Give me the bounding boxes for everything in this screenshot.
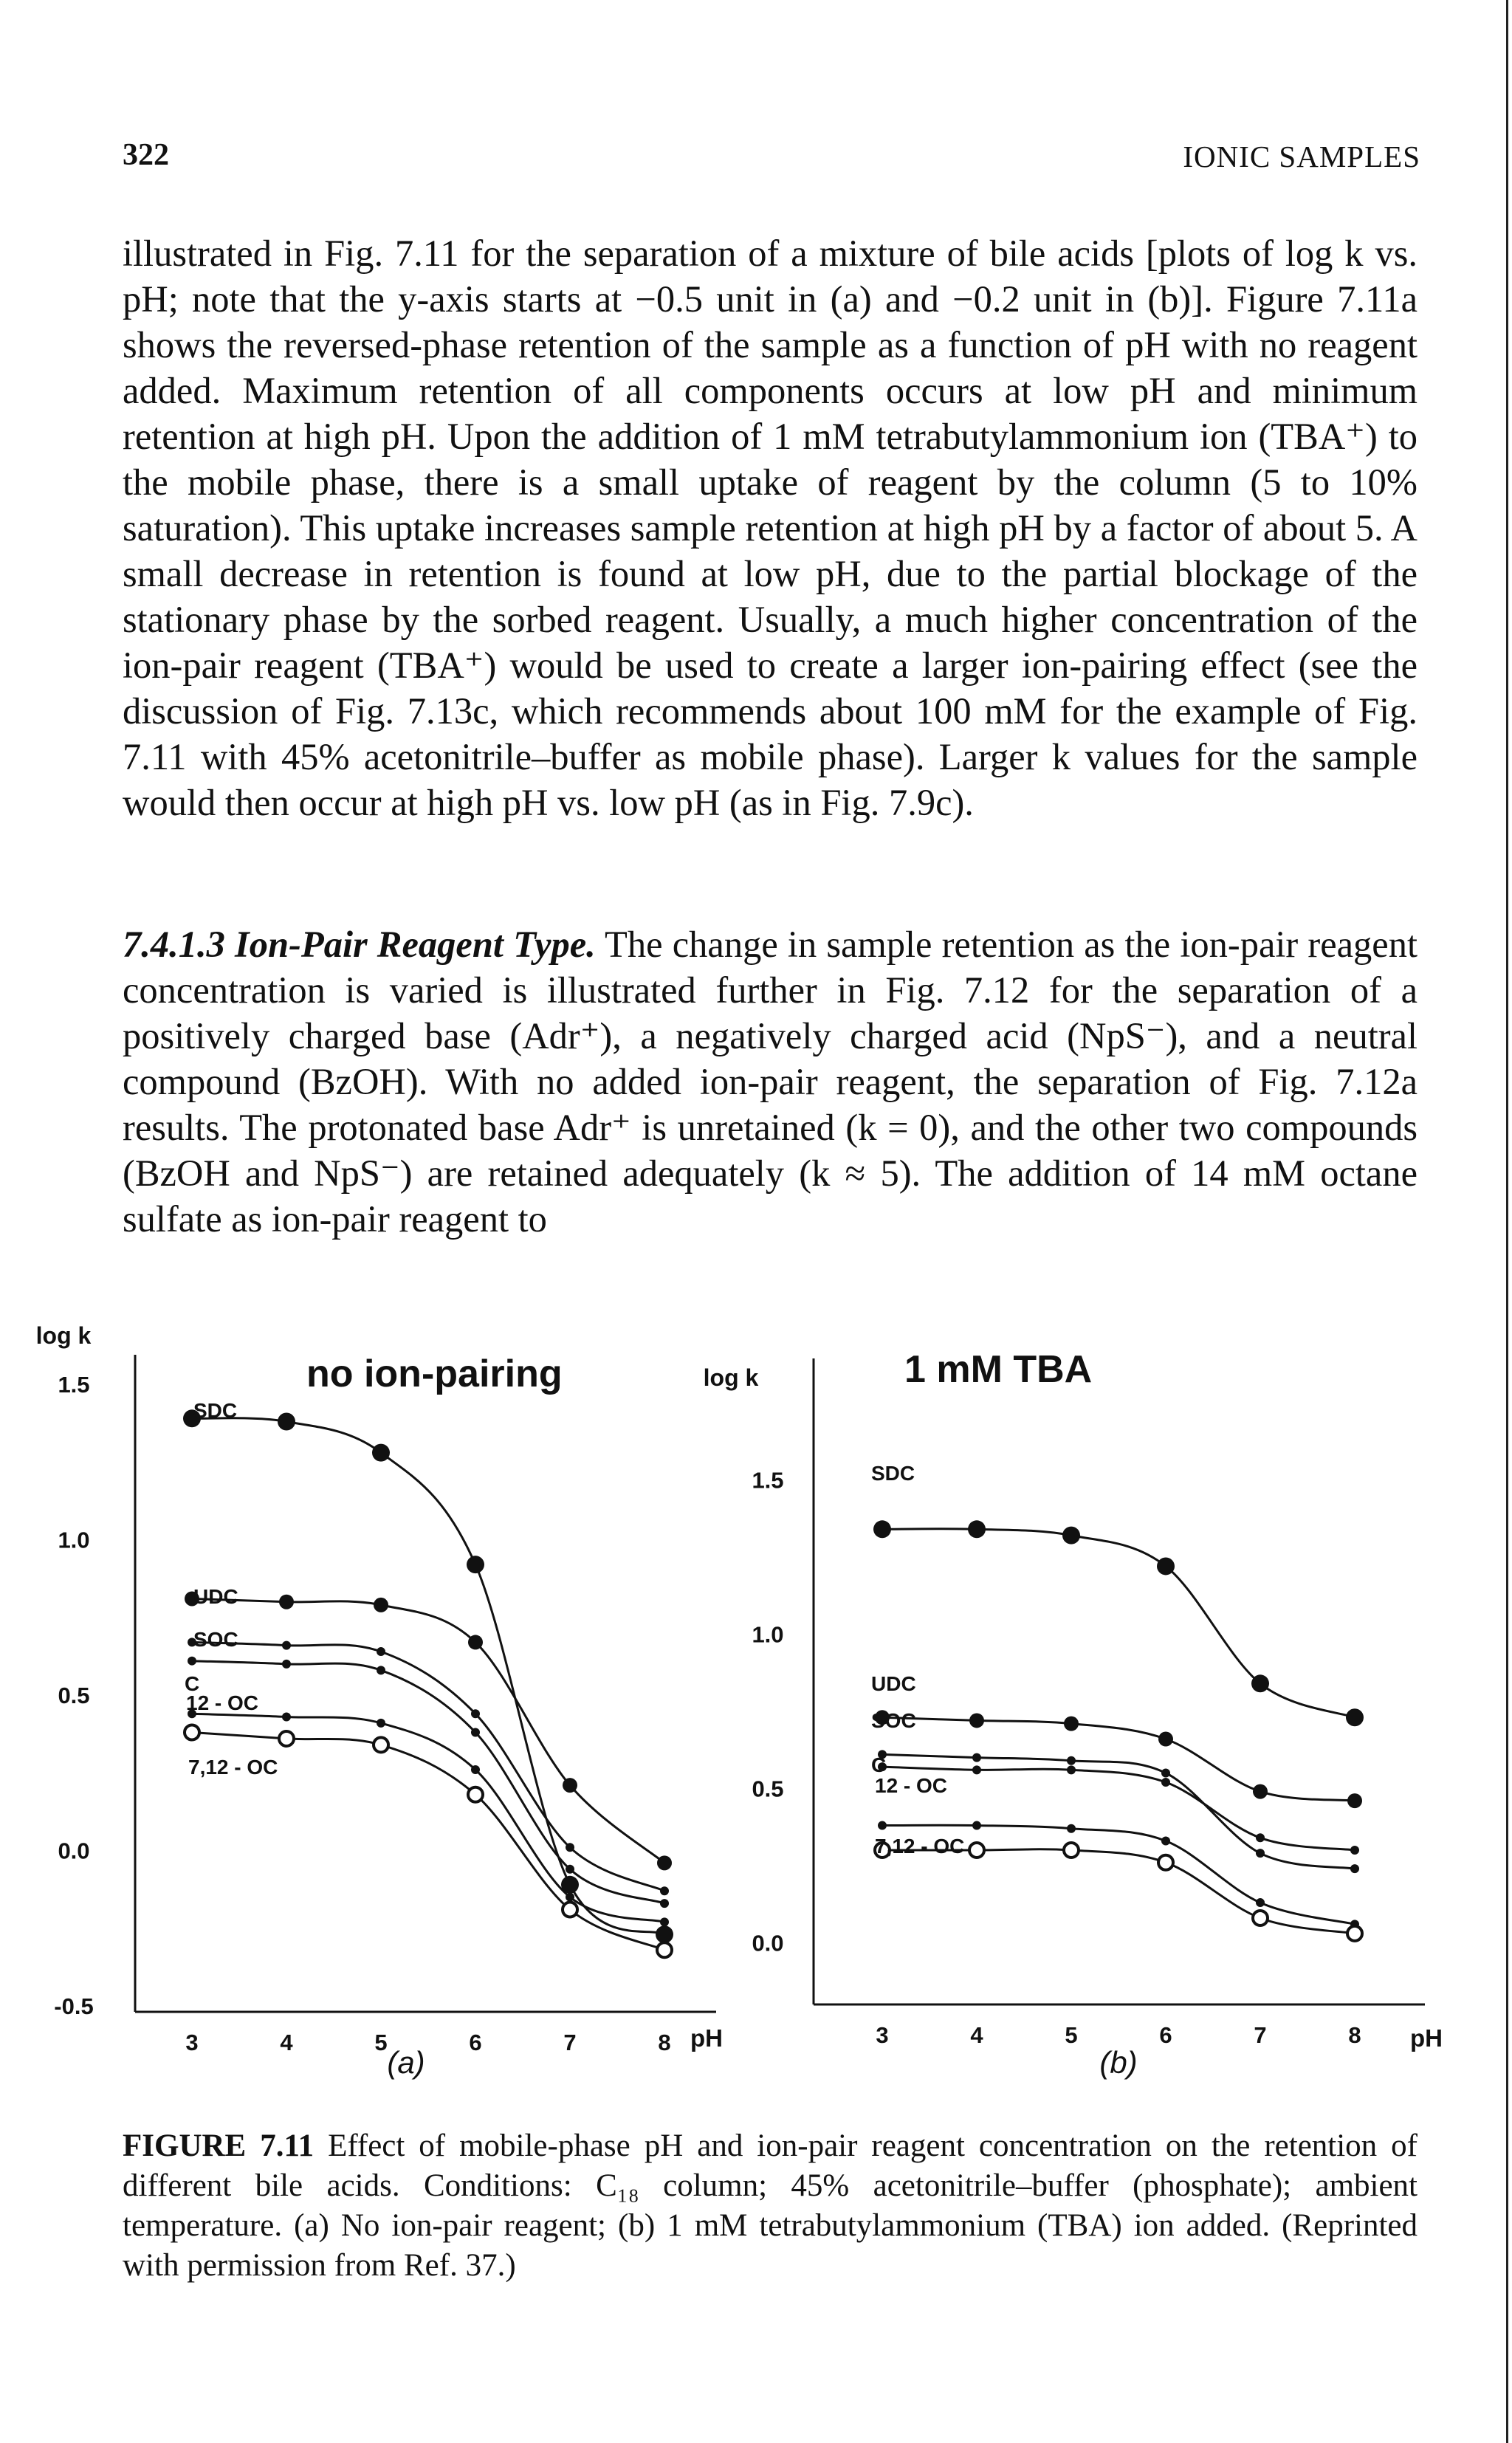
panel-b-x-axis-label: pH — [1410, 2024, 1443, 2052]
panel-a-series-label: 12 - OC — [186, 1691, 259, 1714]
panel-a-data-point — [660, 1886, 669, 1895]
panel-b-series-label: 7,12 - OC — [875, 1835, 965, 1858]
panel-a-data-point — [374, 1598, 388, 1612]
panel-a-y-tick-label: 1.5 — [58, 1372, 90, 1398]
panel-b-data-point — [972, 1753, 981, 1762]
panel-a-y-tick-label: 1.0 — [58, 1527, 90, 1553]
panel-b-series-line-sdc — [882, 1529, 1355, 1718]
panel-a-data-point — [188, 1657, 196, 1666]
panel-b-data-point — [873, 1520, 891, 1538]
panel-b-data-point — [1067, 1824, 1076, 1833]
panel-b-y-tick-label: 0.5 — [752, 1776, 784, 1802]
panel-b-series-line-udc — [882, 1717, 1355, 1801]
panel-b-data-point — [1161, 1836, 1170, 1845]
panel-a-data-point — [282, 1641, 291, 1650]
running-head: IONIC SAMPLES — [1183, 140, 1420, 173]
panel-a-data-point — [372, 1444, 390, 1462]
panel-a-x-tick-label: 7 — [563, 2030, 577, 2055]
panel-a-x-axis-label: pH — [690, 2024, 723, 2052]
panel-a-data-point — [566, 1865, 574, 1874]
panel-a-series-line-12-oc — [192, 1714, 664, 1922]
panel-a-data-point — [563, 1902, 577, 1917]
panel-a-data-point — [471, 1728, 480, 1737]
section-text: The change in sample retention as the ion-pair reagent concentration is varied is illustrated further in Fig. 7.12 for the separation of a positively charged base (Adr⁺), a negatively charged acid (NpS⁻), and a neutral compound (BzOH). With no added ion-pair reagent, the separation of Fig. 7.12a results. The protonated base Adr⁺ is unretained (k = 0), and the other two compounds (BzOH and NpS⁻) are retained adequately (k ≈ 5). The addition of 14 mM octane sulfate as ion-pair reagent to — [123, 924, 1418, 1240]
body-paragraph-2 — [123, 921, 1418, 1242]
panel-b-x-tick-label: 5 — [1065, 2022, 1078, 2048]
panel-a-title: no ion-pairing — [306, 1353, 563, 1395]
panel-a-data-point — [279, 1595, 294, 1609]
panel-b-data-point — [972, 1821, 981, 1830]
panel-a-data-point — [374, 1737, 388, 1752]
panel-a-data-point — [468, 1787, 483, 1802]
panel-b-series-label: C — [871, 1753, 887, 1776]
panel-a-data-point — [278, 1413, 295, 1431]
panel-a-series-label: C — [185, 1672, 200, 1695]
panel-b-data-point — [1347, 1926, 1362, 1941]
panel-b-data-point — [1346, 1708, 1364, 1726]
panel-b-y-tick-label: 1.0 — [752, 1621, 784, 1648]
panel-b-data-point — [1064, 1843, 1079, 1858]
panel-b-y-axis-label: log k — [703, 1364, 759, 1391]
panel-a-x-tick-label: 8 — [658, 2030, 671, 2055]
panel-b-series-label: SDC — [871, 1462, 915, 1485]
panel-a-data-point — [279, 1731, 294, 1746]
panel-a-data-point — [660, 1899, 669, 1908]
panel-a-data-point — [657, 1855, 672, 1870]
panel-b-data-point — [1158, 1855, 1173, 1870]
panel-b-data-point — [1157, 1557, 1175, 1575]
body-paragraph-1: illustrated in Fig. 7.11 for the separation of a mixture of bile acids [plots of log k vs. pH; note that the y-axis starts at −0.5 unit in (a) and −0.2 unit in (b)]. Figure 7.11a shows the reversed-phase retention of the sample as a function of pH with no reagent added. Maximum retention of all components occurs at low pH and minimum retention at high pH. Upon the addition of 1 mM tetrabutylammonium ion (TBA⁺) to the mobile phase, there is a small uptake of reagent by the column (5 to 10% saturation). This uptake increases sample retention at high pH by a factor of about 5. A small decrease in retention is found at low pH, due to the partial blockage of the stationary phase by the sorbed reagent. Usually, a much higher concentration of the ion-pair reagent (TBA⁺) would be used to create a larger ion-pairing effect (see the discussion of Fig. 7.13c, which recommends about 100 mM for the example of Fig. 7.11 with 45% acetonitrile–buffer as mobile phase). Larger k values for the sample would then occur at high pH vs. low pH (as in Fig. 7.9c). — [123, 233, 1418, 823]
figure-7-11 — [0, 1299, 1512, 2097]
panel-a-data-point — [471, 1709, 480, 1718]
panel-a-data-point — [282, 1712, 291, 1721]
panel-b-data-point — [1161, 1778, 1170, 1787]
panel-a-x-tick-label: 4 — [280, 2030, 293, 2055]
panel-b-data-point — [1067, 1765, 1076, 1774]
panel-b-data-point — [1253, 1784, 1268, 1799]
panel-a-y-tick-label: 0.5 — [58, 1683, 90, 1708]
panel-a-data-point — [377, 1719, 385, 1728]
panel-b-title: 1 mM TBA — [904, 1348, 1093, 1391]
panel-b-x-tick-label: 6 — [1159, 2022, 1172, 2048]
panel-b-data-point — [1350, 1846, 1359, 1855]
panel-a-data-point — [467, 1556, 484, 1573]
panel-a-data-point — [656, 1925, 673, 1943]
panel-a-data-point — [468, 1635, 483, 1649]
panel-b-data-point — [1256, 1833, 1265, 1842]
panel-a-series-line-sdc — [192, 1418, 664, 1934]
panel-b-data-point — [1256, 1898, 1265, 1907]
panel-b-data-point — [972, 1765, 981, 1774]
panel-b-data-point — [1062, 1527, 1080, 1545]
panel-b-y-tick-label: 0.0 — [752, 1930, 784, 1956]
panel-b-data-point — [1256, 1849, 1265, 1858]
panel-b-data-point — [1251, 1674, 1269, 1692]
panel-b-data-point — [1161, 1769, 1170, 1778]
panel-a-x-tick-label: 3 — [185, 2030, 199, 2055]
panel-a-data-point — [566, 1893, 574, 1902]
section-heading: 7.4.1.3 Ion-Pair Reagent Type. — [123, 924, 596, 965]
panel-b-series-label: UDC — [871, 1672, 916, 1695]
panel-b-y-tick-label: 1.5 — [752, 1467, 784, 1494]
panel-a-series-label: SDC — [193, 1399, 238, 1422]
panel-b-data-point — [969, 1713, 984, 1728]
figure-caption-text: Effect of mobile-phase pH and ion-pair reagent concentration on the retention of different bile acids. Conditions: C₁₈ column; 45% acetonitrile–buffer (phosphate); ambient temperature. (a) No ion-pair reagent; (b) 1 mM tetrabutylammonium (TBA) ion added. (Reprinted with permission from Ref. 37.) — [123, 2128, 1418, 2283]
panel-a-series-label: 7,12 - OC — [188, 1756, 278, 1779]
page-edge-rule — [1506, 0, 1508, 2443]
panel-b-data-point — [969, 1843, 984, 1858]
panel-a-data-point — [566, 1843, 574, 1852]
panel-b-x-tick-label: 8 — [1348, 2022, 1361, 2048]
panel-b-x-tick-label: 7 — [1254, 2022, 1267, 2048]
panel-b-series-label: 12 - OC — [875, 1774, 948, 1797]
panel-b-series-label: SOC — [871, 1709, 916, 1732]
panel-a-y-tick-label: -0.5 — [54, 1993, 94, 2019]
figure-caption — [123, 2126, 1418, 2286]
panel-a-x-tick-label: 5 — [374, 2030, 388, 2055]
panel-b-data-point — [1347, 1793, 1362, 1808]
panel-a-x-tick-label: 6 — [469, 2030, 482, 2055]
panel-a-series-label: SOC — [193, 1628, 238, 1651]
panel-a-y-tick-label: 0.0 — [58, 1838, 90, 1864]
panel-b-data-point — [1253, 1911, 1268, 1925]
panel-b-data-point — [968, 1520, 986, 1538]
panel-a-series-label: UDC — [193, 1585, 238, 1608]
panel-a-data-point — [471, 1765, 480, 1774]
panel-a-data-point — [563, 1778, 577, 1793]
panel-b-label: (b) — [1099, 2045, 1138, 2080]
panel-a-data-point — [282, 1660, 291, 1669]
panel-b-data-point — [1067, 1756, 1076, 1765]
panel-b-data-point — [1158, 1732, 1173, 1747]
panel-a-data-point — [377, 1666, 385, 1674]
panel-a-data-point — [185, 1725, 199, 1740]
panel-b-x-tick-label: 4 — [970, 2022, 983, 2048]
panel-a-label: (a) — [387, 2045, 425, 2080]
panel-b-data-point — [878, 1821, 887, 1830]
panel-a-series-line-c — [192, 1661, 664, 1903]
panel-a-series-line-udc — [192, 1598, 664, 1863]
panel-b-x-tick-label: 3 — [876, 2022, 889, 2048]
panel-a-data-point — [660, 1917, 669, 1926]
panel-a-y-axis-label: log k — [35, 1322, 92, 1349]
panel-a-data-point — [657, 1942, 672, 1957]
panel-b-data-point — [1350, 1864, 1359, 1873]
page-number: 322 — [123, 138, 169, 172]
panel-a-data-point — [377, 1647, 385, 1656]
panel-b-data-point — [1064, 1717, 1079, 1731]
figure-label: FIGURE 7.11 — [123, 2128, 315, 2163]
